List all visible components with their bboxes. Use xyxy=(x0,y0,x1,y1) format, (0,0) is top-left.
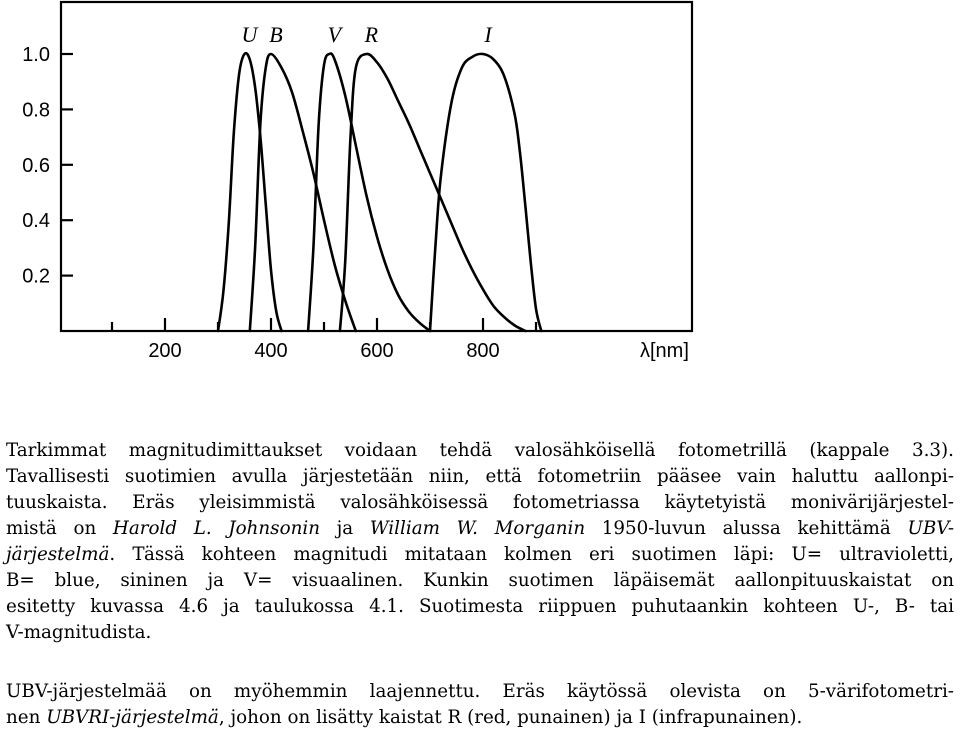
x-tick-label: 600 xyxy=(360,340,394,362)
text-line: B= blue, sininen ja V= visuaalinen. Kunkin suotimen läpäisemät aallonpituuskaistat on xyxy=(6,570,954,591)
x-tick-label: 400 xyxy=(254,340,288,362)
italic-term: UBVRI-järjestelmä xyxy=(46,707,219,728)
x-tick-label: 200 xyxy=(148,340,182,362)
italic-term: UBV- xyxy=(907,518,954,539)
text-line: Tavallisesti suotimien avulla järjestetään niin, että fotometriin pääsee vain haluttu aallonpi- xyxy=(6,466,954,487)
series-I-label: I xyxy=(484,22,492,47)
series-I-curve xyxy=(430,54,541,331)
text-line: mistä on Harold L. Johnsonin ja William W. Morganin 1950-luvun alussa kehittämä UBV- xyxy=(6,518,954,539)
plot-frame xyxy=(61,2,692,331)
text-line: järjestelmä. Tässä kohteen magnitudi mitataan kolmen eri suotimen läpi: U= ultravioletti, xyxy=(6,544,954,565)
series-B-label: B xyxy=(269,22,283,47)
body-paragraph-2 xyxy=(6,679,954,731)
text-line: nen UBVRI-järjestelmä, johon on lisätty kaistat R (red, punainen) ja I (infrapunainen). xyxy=(6,707,803,728)
x-axis-label: λ[nm] xyxy=(640,340,689,362)
y-tick-label: 0.8 xyxy=(22,99,50,122)
italic-term: Harold L. Johnsonin xyxy=(112,518,320,539)
body-paragraph-1 xyxy=(6,438,954,646)
italic-term: William W. Morganin xyxy=(369,518,586,539)
series-V-label: V xyxy=(327,22,342,47)
series-R-label: R xyxy=(364,22,379,47)
series-U-curve xyxy=(218,53,282,331)
y-tick-label: 0.2 xyxy=(22,265,50,288)
series-U-label: U xyxy=(241,22,258,47)
y-tick-label: 0.4 xyxy=(22,210,50,233)
y-tick-label: 1.0 xyxy=(22,44,50,66)
text-line: V-magnitudista. xyxy=(6,622,152,643)
y-tick-label: 0.6 xyxy=(22,154,50,177)
text-line: tuuskaista. Eräs yleisimmistä valosähköisessä fotometriassa käytetyistä monivärijärjestel- xyxy=(6,492,954,513)
text-line: Tarkimmat magnitudimittaukset voidaan tehdä valosähköisellä fotometrillä (kappale 3.3). xyxy=(6,440,954,461)
x-tick-label: 800 xyxy=(466,340,500,362)
italic-term: järjestelmä xyxy=(6,544,110,565)
text-line: esitetty kuvassa 4.6 ja taulukossa 4.1. Suotimesta riippuen puhutaankin kohteen U-, B- tai xyxy=(6,596,954,617)
series-V-curve xyxy=(308,53,430,331)
text-line: UBV-järjestelmää on myöhemmin laajennettu. Eräs käytössä olevista on 5-värifotometri- xyxy=(6,681,954,702)
